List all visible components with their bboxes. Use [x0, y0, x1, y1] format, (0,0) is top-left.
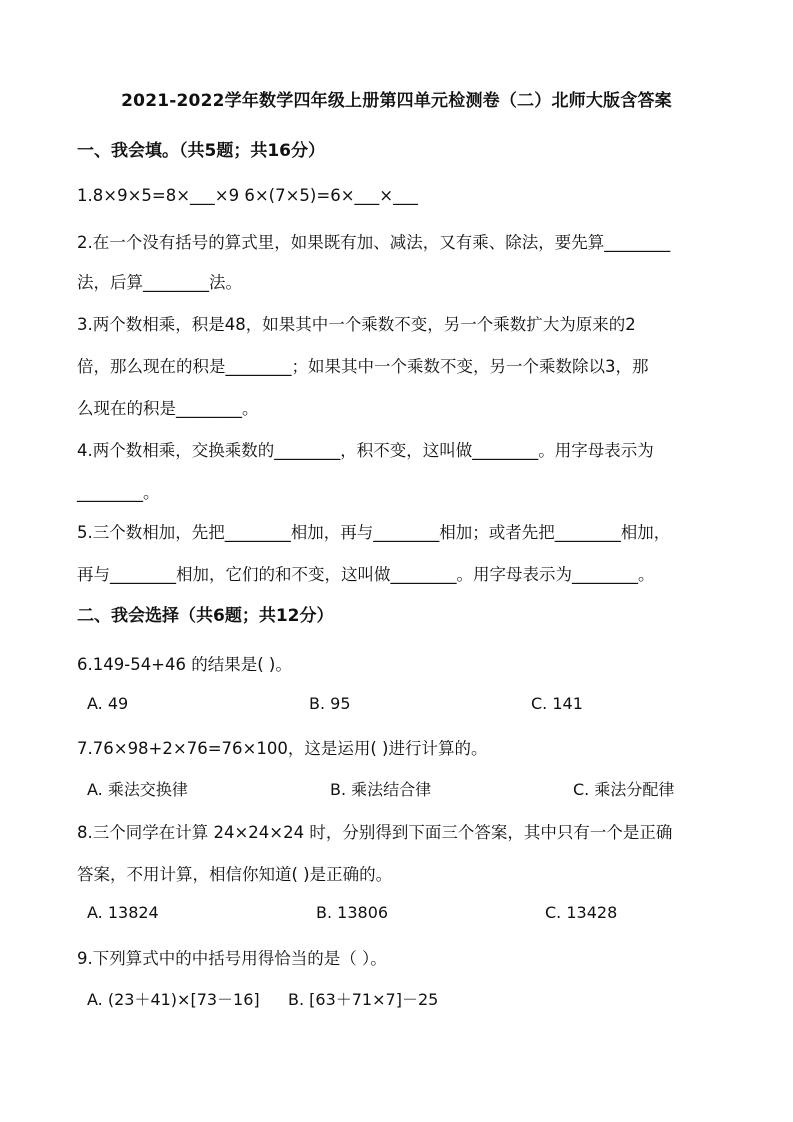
- q5-line1: 5.三个数相加，先把________相加，再与________相加；或者先把________相加，: [77, 523, 671, 542]
- q8-option-c: C. 13428: [545, 903, 618, 922]
- q6-option-c: C. 141: [531, 694, 583, 713]
- q4-line1: 4.两个数相乘，交换乘数的________，积不变，这叫做________。用字母表示为: [77, 441, 654, 460]
- page-title: 2021-2022学年数学四年级上册第四单元检测卷（二）北师大版含答案: [121, 91, 672, 111]
- q9-option-a: A. (23＋41)×[73－16]: [87, 990, 260, 1009]
- q8-option-b: B. 13806: [316, 903, 389, 922]
- q7-option-b: B. 乘法结合律: [330, 780, 432, 799]
- q2-line2: 法，后算________法。: [77, 273, 242, 292]
- q8-line1: 8.三个同学在计算 24×24×24 时，分别得到下面三个答案，其中只有一个是正确: [77, 823, 673, 842]
- q3-line1: 3.两个数相乘，积是48，如果其中一个乘数不变，另一个乘数扩大为原来的2: [77, 315, 636, 334]
- q6-option-b: B. 95: [309, 694, 351, 713]
- q5-line2: 再与________相加，它们的和不变，这叫做________。用字母表示为________。: [77, 565, 655, 584]
- q3-line3: 么现在的积是________。: [77, 399, 259, 418]
- q1-line1: 1.8×9×5=8×___×9 6×(7×5)=6×___×___: [77, 186, 418, 205]
- q2-line1: 2.在一个没有括号的算式里，如果既有加、减法，又有乘、除法，要先算________: [77, 233, 671, 252]
- q9-stem: 9.下列算式中的中括号用得恰当的是（ ）。: [77, 949, 387, 968]
- q6-option-a: A. 49: [87, 694, 129, 713]
- q7-option-c: C. 乘法分配律: [573, 780, 675, 799]
- q9-option-b: B. [63＋71×7]－25: [288, 990, 439, 1009]
- q7-stem: 7.76×98+2×76=76×100，这是运用( )进行计算的。: [77, 739, 488, 758]
- q8-option-a: A. 13824: [87, 903, 159, 922]
- q8-line2: 答案，不用计算，相信你知道( )是正确的。: [77, 865, 393, 884]
- q6-stem: 6.149-54+46 的结果是( )。: [77, 655, 292, 674]
- q3-line2: 倍，那么现在的积是________；如果其中一个乘数不变，另一个乘数除以3，那: [77, 357, 649, 376]
- q4-line2: ________。: [77, 483, 160, 502]
- section2-heading: 二、我会选择（共6题；共12分）: [77, 606, 334, 626]
- section1-heading: 一、我会填。（共5题；共16分）: [77, 141, 325, 161]
- q7-option-a: A. 乘法交换律: [87, 780, 188, 799]
